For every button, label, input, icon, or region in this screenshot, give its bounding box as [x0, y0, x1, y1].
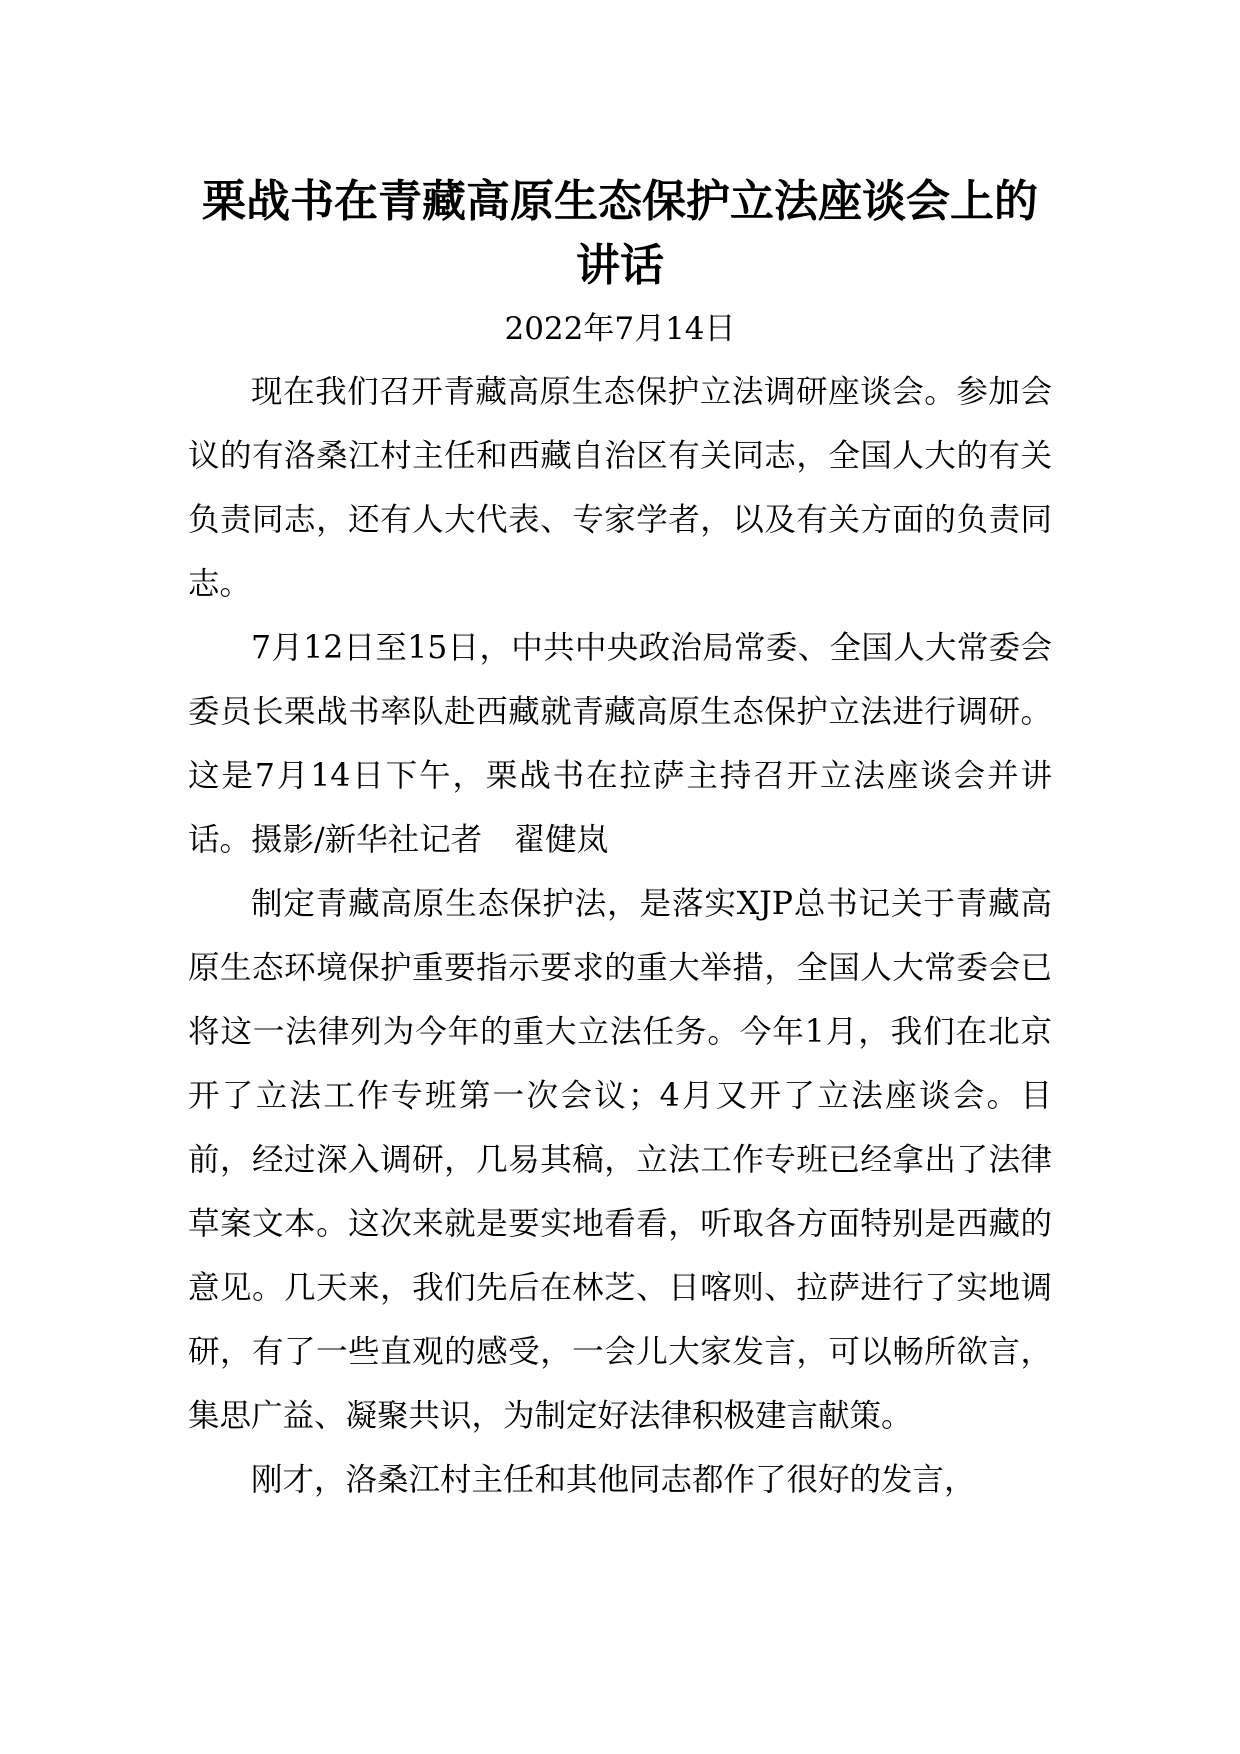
document-date: 2022年7月14日 — [504, 311, 736, 347]
paragraph-1: 现在我们召开青藏高原生态保护立法调研座谈会。参加会议的有洛桑江村主任和西藏自治区有关同志，全国人大的有关负责同志，还有人大代表、专家学者，以及有关方面的负责同志。 — [188, 374, 1052, 602]
paragraph-4: 刚才，洛桑江村主任和其他同志都作了很好的发言， — [251, 1462, 976, 1498]
document-title: 栗战书在青藏高原生态保护立法座谈会上的讲话 — [202, 176, 1038, 291]
paragraph-2: 7月12日至15日，中共中央政治局常委、全国人大常委会委员长栗战书率队赴西藏就青藏高原生态保护立法进行调研。这是7月14日下午，栗战书在拉萨主持召开立法座谈会并讲话。摄影/新华社记者 翟健岚 — [188, 630, 1052, 858]
document-page — [188, 170, 1052, 1512]
paragraph-3: 制定青藏高原生态保护法，是落实XJP总书记关于青藏高原生态环境保护重要指示要求的重大举措，全国人大常委会已将这一法律列为今年的重大立法任务。今年1月，我们在北京开了立法工作专班第一次会议；4月又开了立法座谈会。目前，经过深入调研，几易其稿，立法工作专班已经拿出了法律草案文本。这次来就是要实地看看，听取各方面特别是西藏的意见。几天来，我们先后在林芝、日喀则、拉萨进行了实地调研，有了一些直观的感受，一会儿大家发言，可以畅所欲言，集思广益、凝聚共识，为制定好法律积极建言献策。 — [188, 886, 1052, 1434]
